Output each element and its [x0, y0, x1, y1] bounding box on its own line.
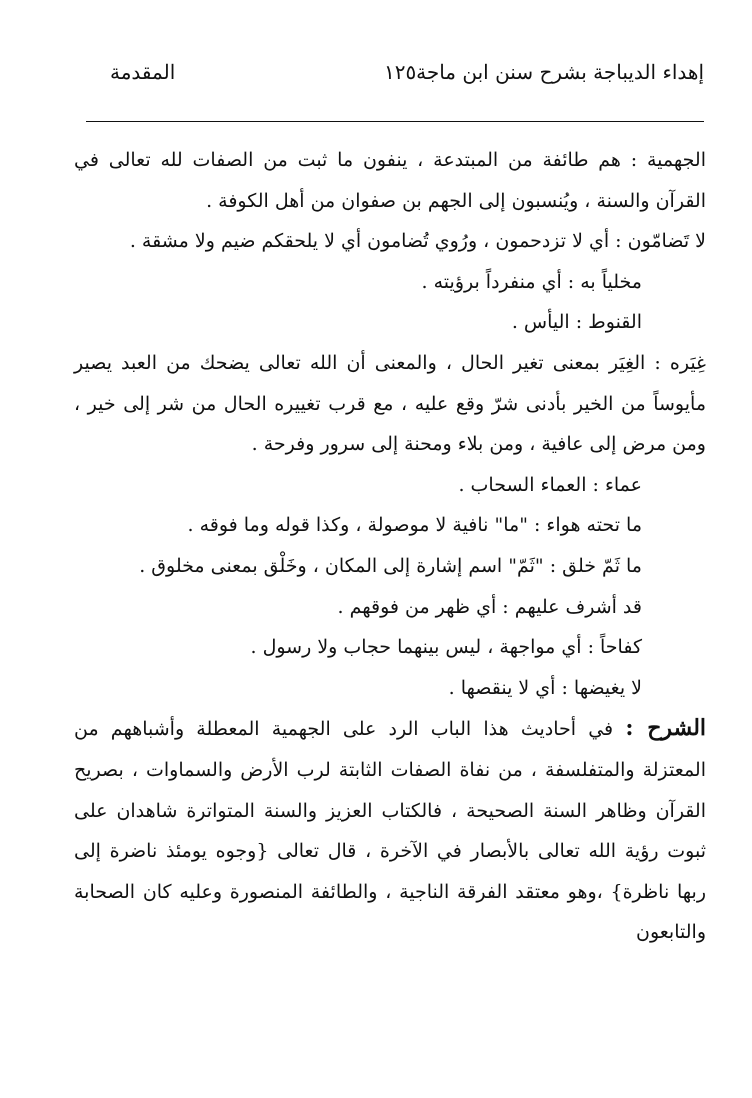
gloss-jahmiyya: الجهمية : هم طائفة من المبتدعة ، ينفون ما ثبت من الصفات لله تعالى في القرآن والسنة ، ويُنسبون إلى الجهم بن صفوان من أهل الكوفة .: [74, 149, 706, 212]
gloss-yaghiduha: لا يغيضها : أي لا ينقصها .: [448, 676, 642, 699]
gloss-amaa: عماء : العماء السحاب .: [458, 473, 642, 496]
header-section-title: المقدمة: [110, 60, 176, 84]
gloss-ashrafa: قد أشرف عليهم : أي ظهر من فوقهم .: [337, 595, 642, 618]
gloss-ma-thamma: ما ثَمّ خلق : "ثَمّ" اسم إشارة إلى المكان ، وخَلْق بمعنى مخلوق .: [139, 554, 642, 577]
header-divider: [86, 121, 704, 122]
gloss-qunut: القنوط : اليأس .: [511, 311, 642, 334]
gloss-ghiyarih: غِيَره : الغِيَر بمعنى تغير الحال ، والمعنى أن الله تعالى يضحك من العبد يصير مأيوساً من الخير بأدنى شرّ وقع عليه ، مع قرب تغييره الحال من شر إلى خير ، ومن مرض إلى عافية ، ومن بلاء ومحنة إلى سرور وفرحة .: [74, 351, 706, 456]
gloss-mukhliyan: مخلياً به : أي منفرداً برؤيته .: [421, 270, 642, 293]
gloss-tadammun: لا تَضامّون : أي لا تزدحمون ، ورُوي تُضامون أي لا يلحقكم ضيم ولا مشقة .: [129, 230, 706, 253]
sharh-paragraph: [74, 708, 706, 953]
header-book-title: إهداء الديباجة بشرح سنن ابن ماجة: [416, 60, 704, 84]
gloss-ma-tahtahu: ما تحته هواء : "ما" نافية لا موصولة ، وكذا قوله وما فوقه .: [187, 514, 642, 537]
header-page-number: ١٢٥: [384, 60, 417, 84]
sharh-heading: الشرح :: [625, 715, 707, 742]
sharh-text: في أحاديث هذا الباب الرد على الجهمية المعطلة وأشباههم من المعتزلة والمتفلسفة ، من نفاة الصفات الثابتة لرب الأرض والسماوات ، بصريح القرآن وظاهر السنة الصحيحة ، فالكتاب العزيز والسنة المتواترة شاهدان على ثبوت رؤية الله تعالى بالأبصار في الآخرة ، قال تعالى {وجوه يومئذ ناضرة إلى ربها ناظرة} ،وهو معتقد الفرقة الناجية ، والطائفة المنصورة وعليه كان الصحابة والتابعون: [74, 718, 706, 944]
gloss-kifahan: كفاحاً : أي مواجهة ، ليس بينهما حجاب ولا رسول .: [250, 636, 642, 659]
page-body: [74, 140, 706, 953]
page-header: [0, 58, 752, 94]
